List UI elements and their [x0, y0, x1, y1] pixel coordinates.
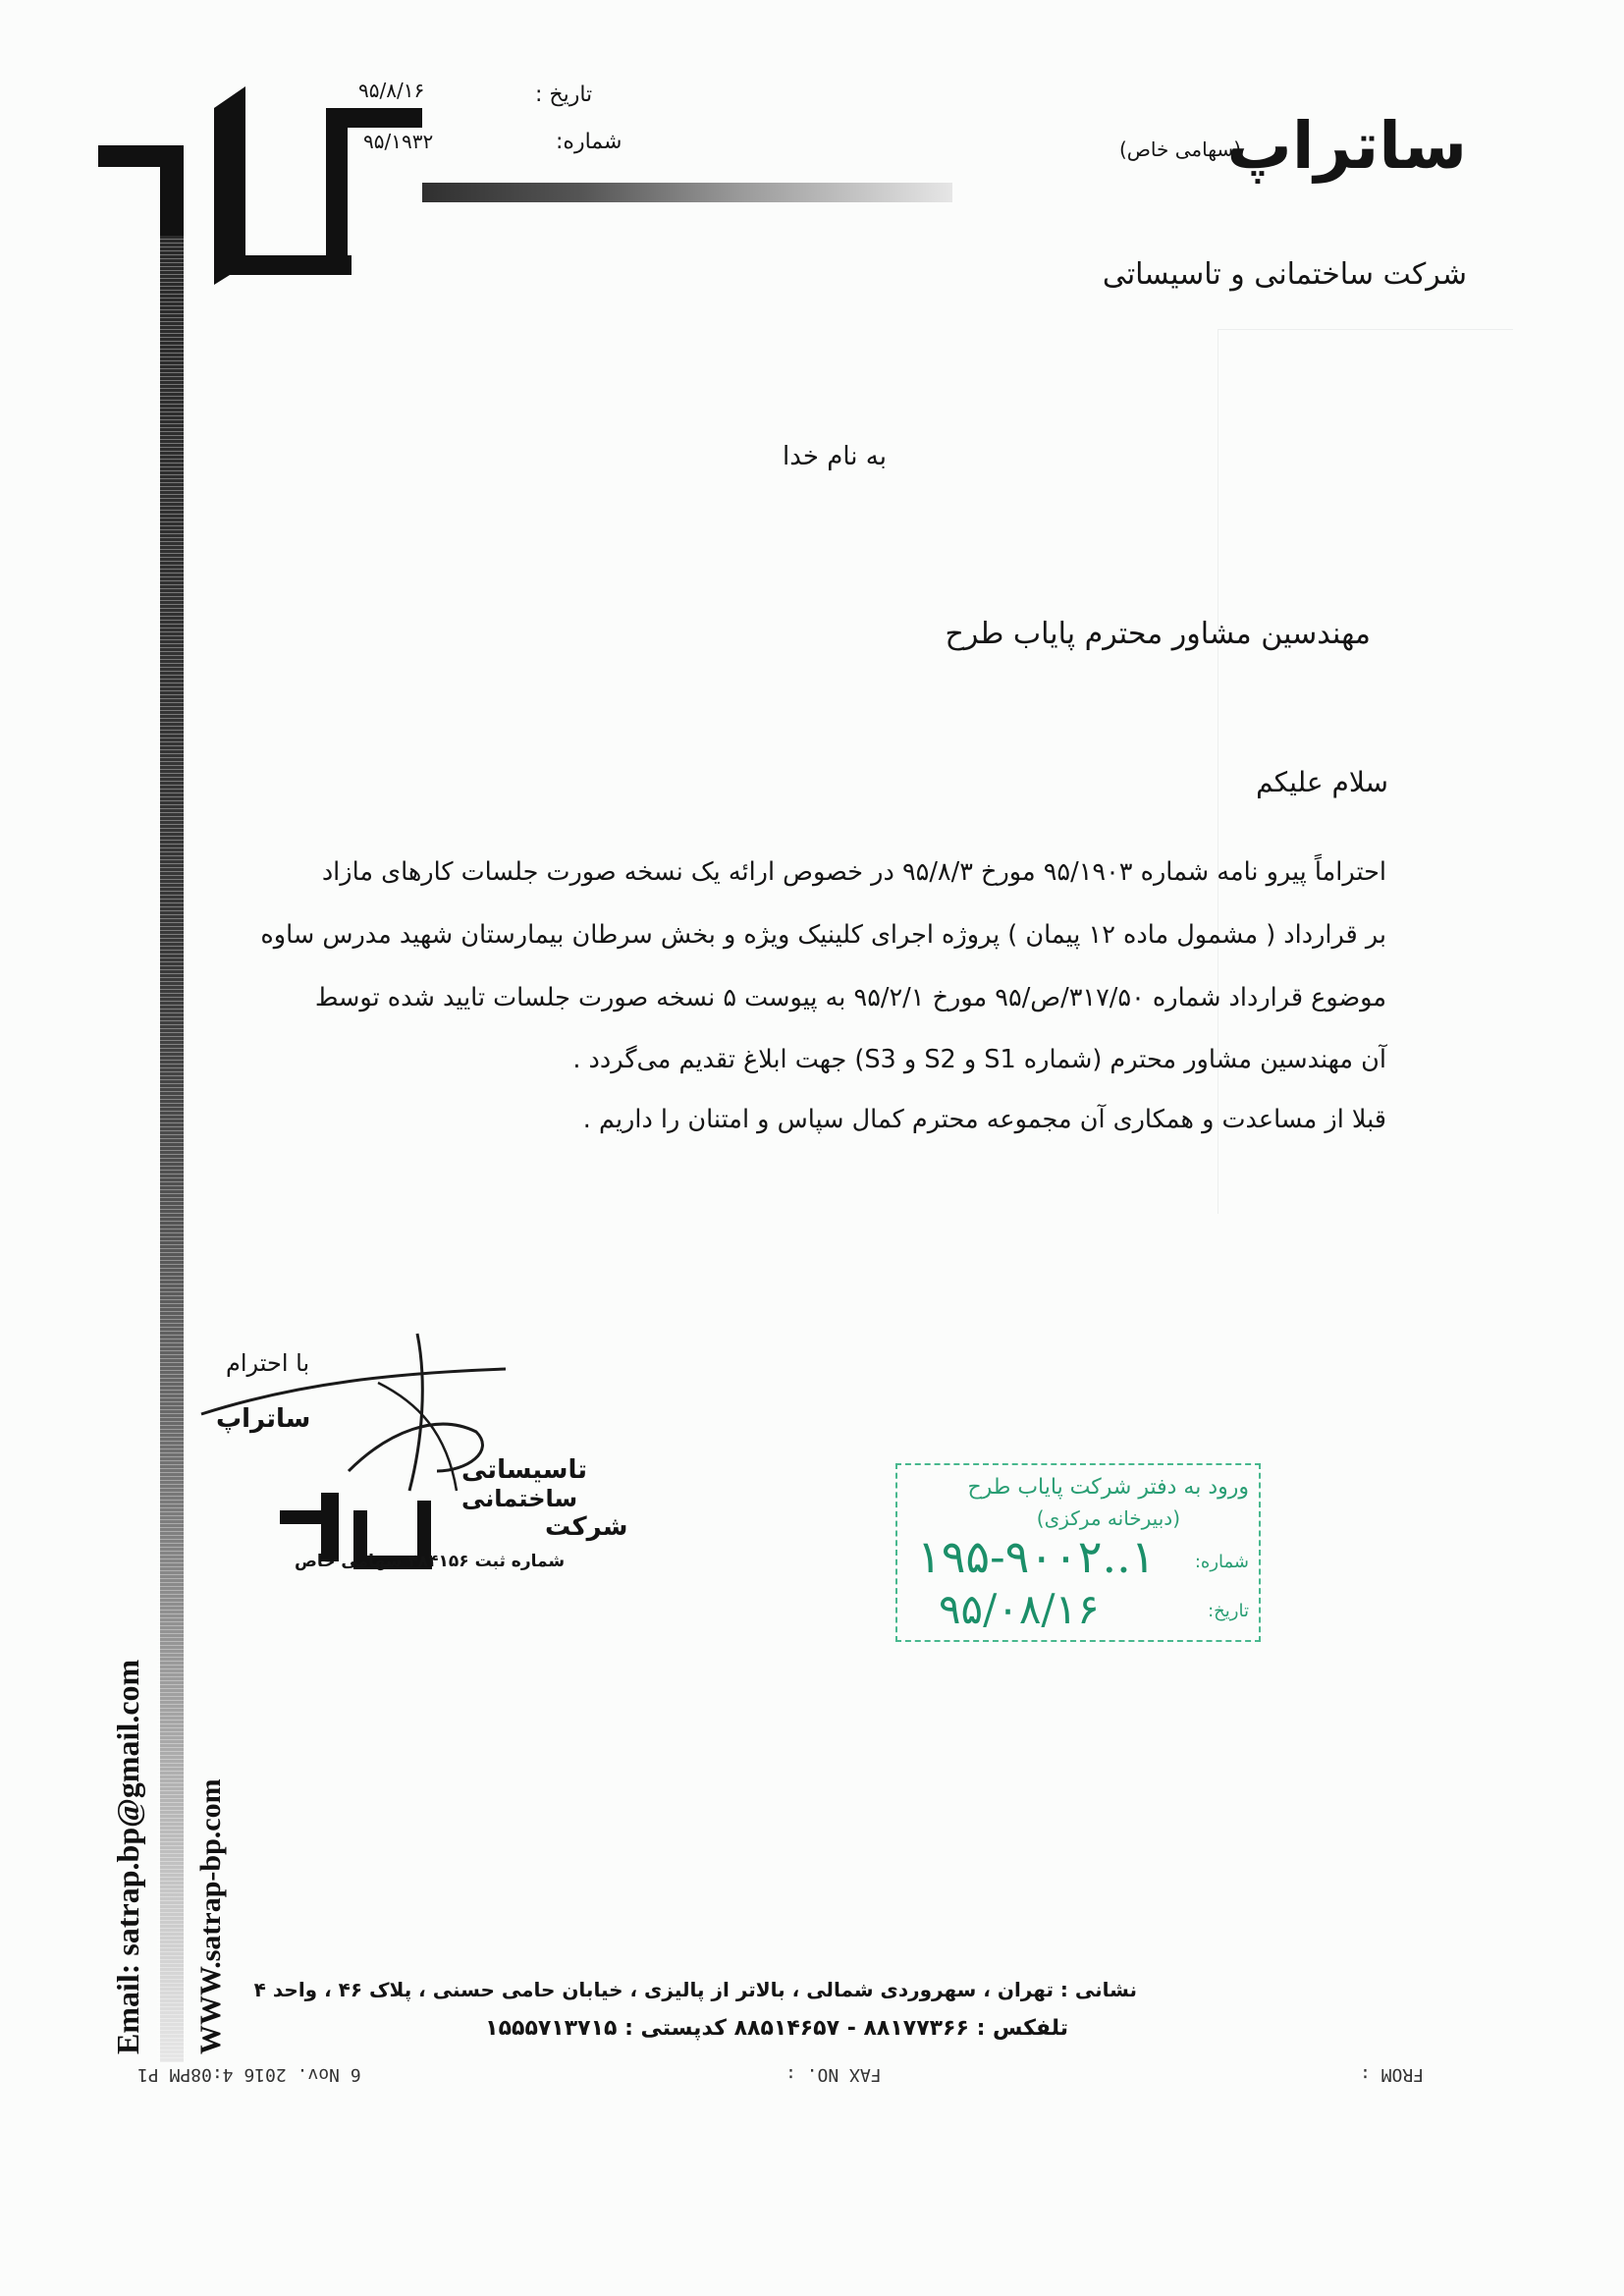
received-date-label: تاریخ:	[1208, 1601, 1249, 1621]
footer-phone: تلفکس : ۸۸۱۷۷۳۶۶ - ۸۸۵۱۴۶۵۷ کدپستی : ۱۵۵۵۷۱۳۷۱۵	[485, 2016, 1068, 2041]
received-number-value: ۱..۱۹۵-۹۰۰۲	[917, 1530, 1156, 1583]
company-logo	[98, 69, 425, 304]
received-number-label: شماره:	[1194, 1552, 1249, 1572]
footer-website: WWW.satrap-bp.com	[194, 1778, 227, 2054]
greeting: سلام علیکم	[1256, 766, 1388, 798]
paragraph-line: احتراماً پیرو نامه شماره ۹۵/۱۹۰۳ مورخ ۹۵/۸/۳ در خصوص ارائه یک نسخه صورت جلسات کارهای مازاد	[321, 857, 1386, 887]
stamp-line-installations: تاسیساتی	[461, 1455, 587, 1485]
received-stamp-subtitle: (دبیرخانه مرکزی)	[1036, 1506, 1180, 1530]
company-subtitle: شرکت ساختمانی و تاسیساتی	[1102, 257, 1467, 292]
date-value: ۹۵/۸/۱۶	[358, 79, 425, 102]
fax-number: FAX NO. :	[785, 2064, 882, 2085]
stamp-company-name: ساتراپ	[216, 1404, 311, 1434]
stamp-line-company: شرکت	[545, 1512, 628, 1542]
letterhead-vertical-bar-texture	[157, 236, 187, 2062]
closing-phrase: با احترام	[226, 1349, 310, 1377]
paragraph-line: آن مهندسین مشاور محترم (شماره S1 و S2 و S3) جهت ابلاغ تقدیم می‌گردد .	[572, 1045, 1386, 1074]
fax-from: FROM :	[1360, 2064, 1425, 2085]
paragraph-line: بر قرارداد ( مشمول ماده ۱۲ پیمان ) پروژه اجرای کلینیک ویژه و بخش سرطان بیمارستان شهید مدرس ساوه	[260, 920, 1386, 950]
basmala: به نام خدا	[783, 442, 887, 471]
received-stamp-title: ورود به دفتر شرکت پایاب طرح	[967, 1475, 1249, 1500]
footer-email: Email: satrap.bp@gmail.com	[110, 1659, 145, 2054]
fax-datetime: 6 Nov. 2016 4:08PM P1	[137, 2064, 361, 2085]
received-stamp	[895, 1463, 1261, 1642]
received-date-value: ۹۵/۰۸/۱۶	[939, 1585, 1100, 1633]
company-name: ساتراپ	[1226, 108, 1467, 184]
addressee: مهندسین مشاور محترم پایاب طرح	[945, 617, 1371, 651]
number-label: شماره:	[556, 130, 623, 154]
paragraph-line: قبلا از مساعدت و همکاری آن مجموعه محترم کمال سپاس و امتنان را داریم .	[582, 1105, 1386, 1134]
stamp-registration: شماره ثبت ۴۸۴۱۵۶ سهامی خاص	[295, 1552, 566, 1571]
letterhead-horizontal-bar	[422, 183, 952, 202]
stamp-line-construction: ساختمانی	[461, 1485, 578, 1512]
date-label: تاریخ :	[535, 82, 593, 107]
footer-address: نشانی : تهران ، سهروردی شمالی ، بالاتر از پالیزی ، خیابان حامی حسنی ، پلاک ۴۶ ، واحد ۴	[253, 1978, 1137, 2001]
paragraph-line: موضوع قرارداد شماره ۳۱۷/۵۰/ص/۹۵ مورخ ۹۵/۲/۱ به پیوست ۵ نسخه صورت جلسات تایید شده توسط	[314, 983, 1386, 1012]
company-type: (سهامی خاص)	[1118, 137, 1241, 161]
number-value: ۹۵/۱۹۳۲	[363, 130, 434, 153]
